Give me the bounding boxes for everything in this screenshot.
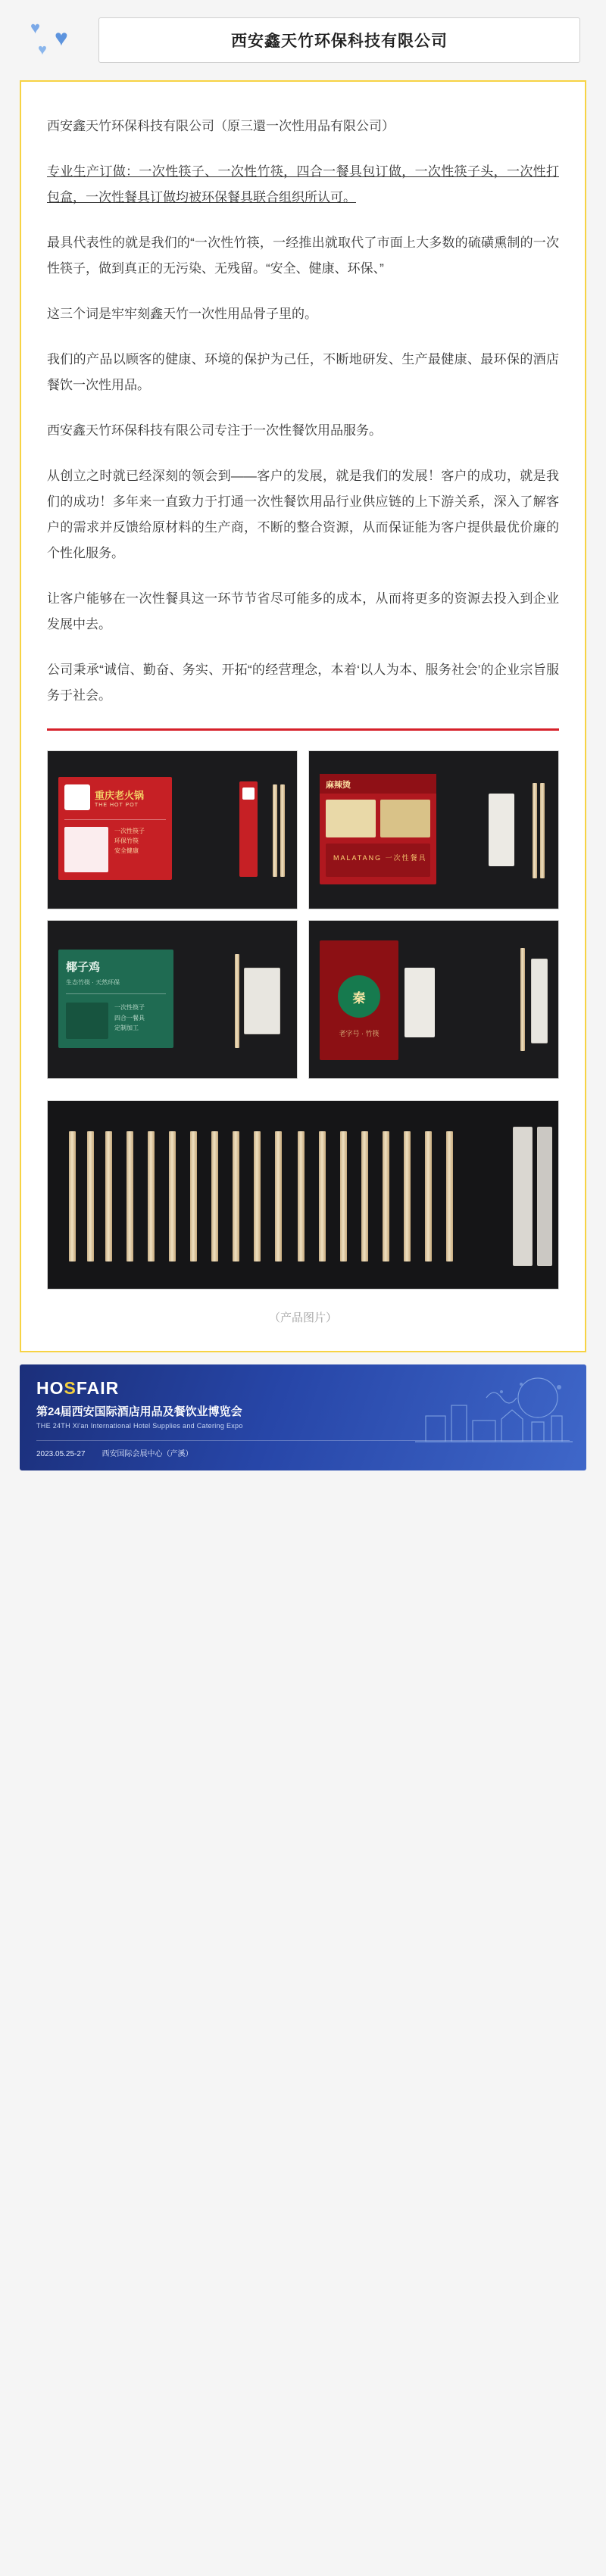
heart-icon: ♥ bbox=[30, 18, 41, 37]
packaged-chopsticks-graphic bbox=[513, 1127, 533, 1266]
sleeve-graphic: 椰子鸡 生态竹筷 · 天然环保 一次性筷子 四合一餐具 定制加工 bbox=[58, 950, 173, 1048]
expo-banner bbox=[20, 1364, 586, 1470]
cutlery-sachet-graphic bbox=[244, 968, 280, 1034]
red-divider bbox=[47, 728, 559, 731]
product-photo-malatang bbox=[308, 750, 559, 909]
paragraph-products: 专业生产订做：一次性筷子、一次性竹筷，四合一餐具包订做，一次性筷子头，一次性打包盒，一次性餐具订做均被环保餐具联合组织所认可。 bbox=[47, 164, 559, 204]
paragraph-three-words: 这三个词是牢牢刻鑫天竹一次性用品骨子里的。 bbox=[47, 307, 317, 321]
expo-venue: 西安国际会展中心（产溪） bbox=[102, 1450, 193, 1458]
chopsticks-graphic bbox=[280, 784, 285, 877]
paragraph-philosophy: 公司秉承“诚信、勤奋、务实、开拓“的经营理念，本着‘以人为本、服务社会’的企业宗旨服务于社会。 bbox=[47, 663, 559, 703]
paragraph-customer-success: 从创立之时就已经深刻的领会到——客户的发展，就是我们的发展！客户的成功，就是我们的成功！多年来一直致力于打通一次性餐饮用品行业供应链的上下游关系，深入了解客户的需求并反馈给原材料的生产商，不断的整合资源，从而保证能为客户提供最优价廉的个性化服务。 bbox=[47, 469, 559, 560]
product-photo-green bbox=[47, 920, 298, 1079]
product-photo-chopsticks-row bbox=[47, 1100, 559, 1290]
packaged-chopsticks-graphic bbox=[537, 1127, 552, 1266]
product-photo-crimson bbox=[308, 920, 559, 1079]
napkin-graphic bbox=[489, 794, 514, 866]
paragraph-focus: 西安鑫天竹环保科技有限公司专注于一次性餐饮用品服务。 bbox=[47, 423, 382, 438]
expo-subline: THE 24TH Xi'an International Hotel Supplies and Catering Expo bbox=[36, 1422, 243, 1430]
expo-headline: 第24届西安国际酒店用品及餐饮业博览会 bbox=[36, 1405, 242, 1418]
gallery-caption: （产品图片） bbox=[268, 1311, 337, 1324]
content-card bbox=[20, 80, 586, 1352]
product-gallery bbox=[47, 750, 559, 1290]
expo-date: 2023.05.25-27 bbox=[36, 1450, 86, 1458]
heart-icon: ♥ bbox=[38, 42, 47, 58]
cutlery-sachet-graphic bbox=[531, 959, 548, 1043]
title-box bbox=[98, 17, 580, 63]
paragraph-health-env: 我们的产品以顾客的健康、环境的保护为己任，不断地研发、生产最健康、最环保的酒店餐饮一次性用品。 bbox=[47, 352, 559, 392]
hosfair-logo: HOSFAIR bbox=[36, 1378, 120, 1398]
sleeve-graphic: 秦 老字号 · 竹筷 bbox=[320, 940, 398, 1060]
page-title: 西安鑫天竹环保科技有限公司 bbox=[231, 33, 448, 50]
product-photo-hotpot-red bbox=[47, 750, 298, 909]
chopsticks-graphic bbox=[235, 954, 239, 1048]
sleeve-graphic-small bbox=[239, 781, 258, 877]
sleeve-graphic: 重庆老火锅 THE HOT POT 一次性筷子 环保竹筷 安全健康 bbox=[58, 777, 172, 880]
heart-decoration bbox=[26, 17, 98, 64]
paragraph-bamboo-highlight: 最具代表性的就是我们的“一次性竹筷，一经推出就取代了市面上大多数的硫磺熏制的一次性筷子，做到真正的无污染、无残留。“安全、健康、环保、” bbox=[47, 235, 559, 276]
chopsticks-graphic bbox=[540, 783, 545, 878]
page-header bbox=[0, 0, 606, 74]
napkin-graphic bbox=[405, 968, 435, 1037]
chopsticks-graphic bbox=[273, 784, 277, 877]
chopsticks-graphic bbox=[520, 948, 525, 1051]
paragraph-company-name: 西安鑫天竹环保科技有限公司（原三還一次性用品有限公司） bbox=[47, 119, 395, 133]
paragraph-cost-saving: 让客户能够在一次性餐具这一环节节省尽可能多的成本，从而将更多的资源去投入到企业发展中去。 bbox=[47, 591, 559, 632]
chopsticks-graphic bbox=[533, 783, 537, 878]
heart-icon: ♥ bbox=[55, 26, 68, 51]
sleeve-graphic: 麻辣烫 MALATANG 一次性餐具 bbox=[320, 774, 436, 884]
city-illustration-icon bbox=[411, 1372, 577, 1454]
